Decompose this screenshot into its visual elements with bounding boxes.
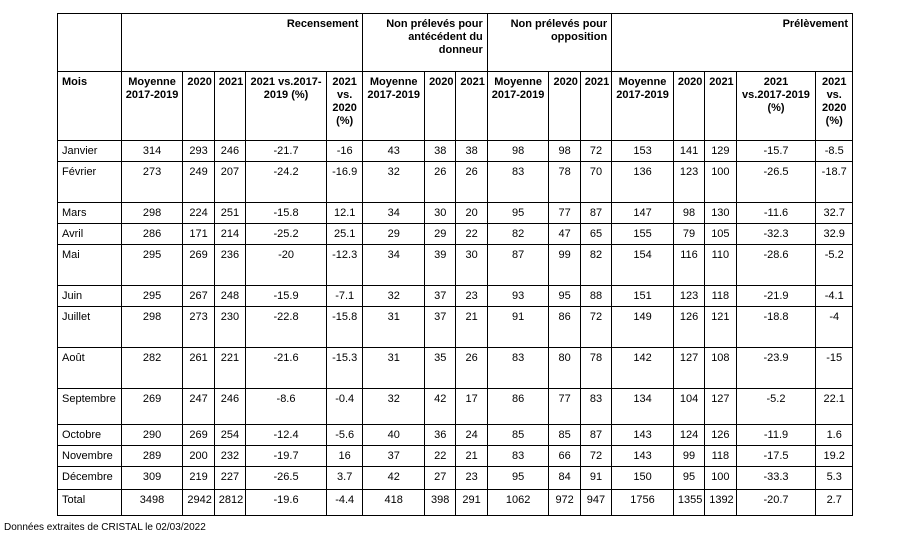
table-cell: 134	[612, 389, 674, 425]
table-cell: -7.1	[326, 286, 362, 307]
table-cell: 99	[549, 245, 580, 286]
table-cell: 93	[487, 286, 549, 307]
table-cell: 87	[580, 425, 611, 446]
column-header: Moyenne 2017-2019	[487, 72, 549, 141]
column-header: 2021 vs.2017-2019 (%)	[736, 72, 816, 141]
table-cell: -22.8	[246, 307, 327, 348]
table-cell: 30	[456, 245, 487, 286]
table-cell: 249	[183, 162, 214, 203]
table-cell: 79	[673, 224, 704, 245]
column-header: Mois	[58, 72, 122, 141]
table-cell: 98	[673, 203, 704, 224]
table-cell: 290	[121, 425, 183, 446]
table-cell: -0.4	[326, 389, 362, 425]
table-cell: 32	[363, 162, 425, 203]
table-cell: 143	[612, 425, 674, 446]
table-cell: 1.6	[816, 425, 853, 446]
table-cell: 87	[487, 245, 549, 286]
table-cell: -26.5	[736, 162, 816, 203]
table-cell: 22	[456, 224, 487, 245]
table-cell: 293	[183, 141, 214, 162]
table-cell: 127	[705, 389, 736, 425]
table-cell: 2942	[183, 490, 214, 516]
table-cell: 72	[580, 141, 611, 162]
table-cell: 72	[580, 307, 611, 348]
column-header: 2021 vs.2017-2019 (%)	[246, 72, 327, 141]
table-cell: 129	[705, 141, 736, 162]
table-cell: 83	[487, 162, 549, 203]
table-cell: 38	[456, 141, 487, 162]
table-cell: 91	[580, 467, 611, 490]
table-cell: 100	[705, 467, 736, 490]
table-cell: 2.7	[816, 490, 853, 516]
table-cell: 147	[612, 203, 674, 224]
column-header: 2020	[183, 72, 214, 141]
row-label: Novembre	[58, 446, 122, 467]
table-cell: 34	[363, 245, 425, 286]
table-cell: -11.6	[736, 203, 816, 224]
column-header: Moyenne 2017-2019	[363, 72, 425, 141]
table-cell: 26	[425, 162, 456, 203]
table-cell: 100	[705, 162, 736, 203]
table-cell: -23.9	[736, 348, 816, 389]
row-label: Décembre	[58, 467, 122, 490]
table-cell: 314	[121, 141, 183, 162]
table-cell: 1062	[487, 490, 549, 516]
table-cell: 21	[456, 307, 487, 348]
column-header: 2020	[673, 72, 704, 141]
table-cell: 3498	[121, 490, 183, 516]
table-cell: 154	[612, 245, 674, 286]
column-header: 2021	[705, 72, 736, 141]
table-cell: 3.7	[326, 467, 362, 490]
table-cell: 219	[183, 467, 214, 490]
table-cell: 309	[121, 467, 183, 490]
row-label: Octobre	[58, 425, 122, 446]
table-cell: -4.4	[326, 490, 362, 516]
table-cell: -28.6	[736, 245, 816, 286]
table-cell: 273	[183, 307, 214, 348]
table-cell: 972	[549, 490, 580, 516]
table-row	[58, 307, 853, 348]
table-cell: -4.1	[816, 286, 853, 307]
table-cell: 123	[673, 286, 704, 307]
table-cell: 149	[612, 307, 674, 348]
table-row	[58, 203, 853, 224]
table-cell: 121	[705, 307, 736, 348]
row-label: Février	[58, 162, 122, 203]
table-cell: 104	[673, 389, 704, 425]
table-cell: 88	[580, 286, 611, 307]
table-cell: 25.1	[326, 224, 362, 245]
table-body	[58, 141, 853, 516]
row-label: Total	[58, 490, 122, 516]
table-cell: 38	[425, 141, 456, 162]
table-row	[58, 446, 853, 467]
table-cell: 1756	[612, 490, 674, 516]
table-cell: -19.6	[246, 490, 327, 516]
table-row	[58, 245, 853, 286]
table-cell: 200	[183, 446, 214, 467]
table-cell: 83	[487, 348, 549, 389]
table-cell: -20	[246, 245, 327, 286]
table-cell: 78	[580, 348, 611, 389]
table-cell: 95	[673, 467, 704, 490]
table-cell: -33.3	[736, 467, 816, 490]
table-cell: -15.8	[326, 307, 362, 348]
table-cell: 43	[363, 141, 425, 162]
column-header: 2020	[549, 72, 580, 141]
table-cell: -15.9	[246, 286, 327, 307]
group-header-prelevement: Prélèvement	[612, 14, 853, 72]
table-cell: -21.7	[246, 141, 327, 162]
table-cell: 214	[214, 224, 245, 245]
table-cell: 171	[183, 224, 214, 245]
table-row	[58, 467, 853, 490]
table-cell: 116	[673, 245, 704, 286]
table-cell: 34	[363, 203, 425, 224]
row-label: Août	[58, 348, 122, 389]
table-cell: 30	[425, 203, 456, 224]
table-cell: 232	[214, 446, 245, 467]
table-cell: 1392	[705, 490, 736, 516]
table-row	[58, 162, 853, 203]
table-cell: 150	[612, 467, 674, 490]
table-cell: 298	[121, 307, 183, 348]
table-cell: 142	[612, 348, 674, 389]
table-cell: 91	[487, 307, 549, 348]
table-cell: 108	[705, 348, 736, 389]
table-cell: 31	[363, 307, 425, 348]
column-header: 2020	[425, 72, 456, 141]
table-cell: -16.9	[326, 162, 362, 203]
table-cell: 267	[183, 286, 214, 307]
table-cell: -20.7	[736, 490, 816, 516]
table-cell: 126	[673, 307, 704, 348]
table-cell: 82	[580, 245, 611, 286]
table-cell: 291	[456, 490, 487, 516]
table-cell: 143	[612, 446, 674, 467]
table-cell: -32.3	[736, 224, 816, 245]
table-cell: 23	[456, 467, 487, 490]
row-label: Mai	[58, 245, 122, 286]
table-row	[58, 141, 853, 162]
row-label: Avril	[58, 224, 122, 245]
table-cell: 269	[121, 389, 183, 425]
table-cell: 947	[580, 490, 611, 516]
table-cell: 98	[487, 141, 549, 162]
table-row	[58, 286, 853, 307]
table-cell: 42	[425, 389, 456, 425]
column-header: Moyenne 2017-2019	[121, 72, 183, 141]
table-cell: -26.5	[246, 467, 327, 490]
table-cell: 282	[121, 348, 183, 389]
table-cell: 35	[425, 348, 456, 389]
table-cell: 84	[549, 467, 580, 490]
table-cell: 32.9	[816, 224, 853, 245]
table-cell: 95	[487, 467, 549, 490]
table-cell: 248	[214, 286, 245, 307]
table-cell: 95	[487, 203, 549, 224]
table-cell: 40	[363, 425, 425, 446]
table-cell: 24	[456, 425, 487, 446]
table-cell: 95	[549, 286, 580, 307]
table-cell: 118	[705, 446, 736, 467]
table-cell: 110	[705, 245, 736, 286]
table-cell: -5.2	[736, 389, 816, 425]
table-cell: 17	[456, 389, 487, 425]
column-header: 2021	[456, 72, 487, 141]
table-cell: 418	[363, 490, 425, 516]
column-header: 2021 vs. 2020 (%)	[816, 72, 853, 141]
table-cell: -15	[816, 348, 853, 389]
row-label: Juin	[58, 286, 122, 307]
table-cell: 37	[425, 286, 456, 307]
row-label: Septembre	[58, 389, 122, 425]
table-cell: -15.8	[246, 203, 327, 224]
group-header-row	[58, 14, 853, 72]
row-label: Mars	[58, 203, 122, 224]
table-cell: 32	[363, 286, 425, 307]
table-cell: 83	[580, 389, 611, 425]
table-cell: 86	[549, 307, 580, 348]
group-header-recensement: Recensement	[121, 14, 363, 72]
table-cell: 247	[183, 389, 214, 425]
column-header: 2021	[214, 72, 245, 141]
table-cell: 269	[183, 425, 214, 446]
table-cell: -15.7	[736, 141, 816, 162]
table-cell: 230	[214, 307, 245, 348]
column-header: 2021 vs. 2020 (%)	[326, 72, 362, 141]
table-cell: -8.6	[246, 389, 327, 425]
table-cell: -19.7	[246, 446, 327, 467]
table-cell: 16	[326, 446, 362, 467]
row-label: Juillet	[58, 307, 122, 348]
table-cell: 118	[705, 286, 736, 307]
table-cell: 269	[183, 245, 214, 286]
table-cell: 136	[612, 162, 674, 203]
table-cell: 80	[549, 348, 580, 389]
table-cell: 5.3	[816, 467, 853, 490]
corner-cell	[58, 14, 122, 72]
table-cell: 123	[673, 162, 704, 203]
table-cell: 37	[363, 446, 425, 467]
table-cell: 87	[580, 203, 611, 224]
table-cell: 77	[549, 389, 580, 425]
table-cell: 32	[363, 389, 425, 425]
table-cell: 27	[425, 467, 456, 490]
table-cell: 39	[425, 245, 456, 286]
table-cell: 289	[121, 446, 183, 467]
table-cell: -24.2	[246, 162, 327, 203]
table-cell: 12.1	[326, 203, 362, 224]
row-label: Janvier	[58, 141, 122, 162]
table-cell: 19.2	[816, 446, 853, 467]
table-cell: 99	[673, 446, 704, 467]
table-cell: 85	[487, 425, 549, 446]
table-cell: 130	[705, 203, 736, 224]
table-cell: 124	[673, 425, 704, 446]
table-cell: 221	[214, 348, 245, 389]
table-cell: -12.3	[326, 245, 362, 286]
table-cell: -5.6	[326, 425, 362, 446]
table-row	[58, 490, 853, 516]
table-cell: 227	[214, 467, 245, 490]
table-cell: -21.6	[246, 348, 327, 389]
data-table	[57, 13, 853, 516]
table-cell: -17.5	[736, 446, 816, 467]
table-cell: 246	[214, 141, 245, 162]
table-cell: 273	[121, 162, 183, 203]
table-cell: 21	[456, 446, 487, 467]
table-cell: 20	[456, 203, 487, 224]
table-cell: -4	[816, 307, 853, 348]
table-cell: 22.1	[816, 389, 853, 425]
column-header: Moyenne 2017-2019	[612, 72, 674, 141]
table-cell: 105	[705, 224, 736, 245]
table-cell: 398	[425, 490, 456, 516]
table-cell: 47	[549, 224, 580, 245]
table-cell: -8.5	[816, 141, 853, 162]
table-cell: 22	[425, 446, 456, 467]
table-cell: 37	[425, 307, 456, 348]
table-cell: 26	[456, 162, 487, 203]
table-cell: -5.2	[816, 245, 853, 286]
table-cell: -18.8	[736, 307, 816, 348]
table-cell: 26	[456, 348, 487, 389]
group-header-antecedent: Non prélevés pour antécédent du donneur	[363, 14, 487, 72]
table-cell: 36	[425, 425, 456, 446]
table-cell: 83	[487, 446, 549, 467]
table-cell: 286	[121, 224, 183, 245]
table-cell: 77	[549, 203, 580, 224]
table-cell: 2812	[214, 490, 245, 516]
table-row	[58, 224, 853, 245]
table-cell: 23	[456, 286, 487, 307]
table-cell: 1355	[673, 490, 704, 516]
table-row	[58, 425, 853, 446]
column-header: 2021	[580, 72, 611, 141]
table-cell: 82	[487, 224, 549, 245]
table-cell: 66	[549, 446, 580, 467]
group-header-opposition: Non prélevés pour opposition	[487, 14, 611, 72]
table-cell: 153	[612, 141, 674, 162]
table-cell: 31	[363, 348, 425, 389]
table-cell: 98	[549, 141, 580, 162]
table-cell: 295	[121, 245, 183, 286]
table-cell: -25.2	[246, 224, 327, 245]
footer-note: Données extraites de CRISTAL le 02/03/2022	[4, 522, 206, 533]
table-cell: 70	[580, 162, 611, 203]
table-cell: 155	[612, 224, 674, 245]
table-cell: 29	[363, 224, 425, 245]
table-cell: 78	[549, 162, 580, 203]
table-cell: 207	[214, 162, 245, 203]
table-cell: 295	[121, 286, 183, 307]
table-cell: -16	[326, 141, 362, 162]
table-cell: -18.7	[816, 162, 853, 203]
table-row	[58, 389, 853, 425]
table-cell: 251	[214, 203, 245, 224]
table-cell: 29	[425, 224, 456, 245]
table-cell: 85	[549, 425, 580, 446]
table-cell: 254	[214, 425, 245, 446]
table-cell: 236	[214, 245, 245, 286]
table-cell: 298	[121, 203, 183, 224]
table-cell: 72	[580, 446, 611, 467]
table-cell: 86	[487, 389, 549, 425]
table-cell: -12.4	[246, 425, 327, 446]
table-cell: 65	[580, 224, 611, 245]
table-row	[58, 348, 853, 389]
table-cell: 42	[363, 467, 425, 490]
table-cell: 246	[214, 389, 245, 425]
table-cell: 126	[705, 425, 736, 446]
table-cell: 32.7	[816, 203, 853, 224]
table-cell: 151	[612, 286, 674, 307]
table-cell: -11.9	[736, 425, 816, 446]
table-cell: 127	[673, 348, 704, 389]
table-cell: 224	[183, 203, 214, 224]
table-cell: -15.3	[326, 348, 362, 389]
table-cell: 141	[673, 141, 704, 162]
table-cell: -21.9	[736, 286, 816, 307]
column-header-row	[58, 72, 853, 141]
table-cell: 261	[183, 348, 214, 389]
